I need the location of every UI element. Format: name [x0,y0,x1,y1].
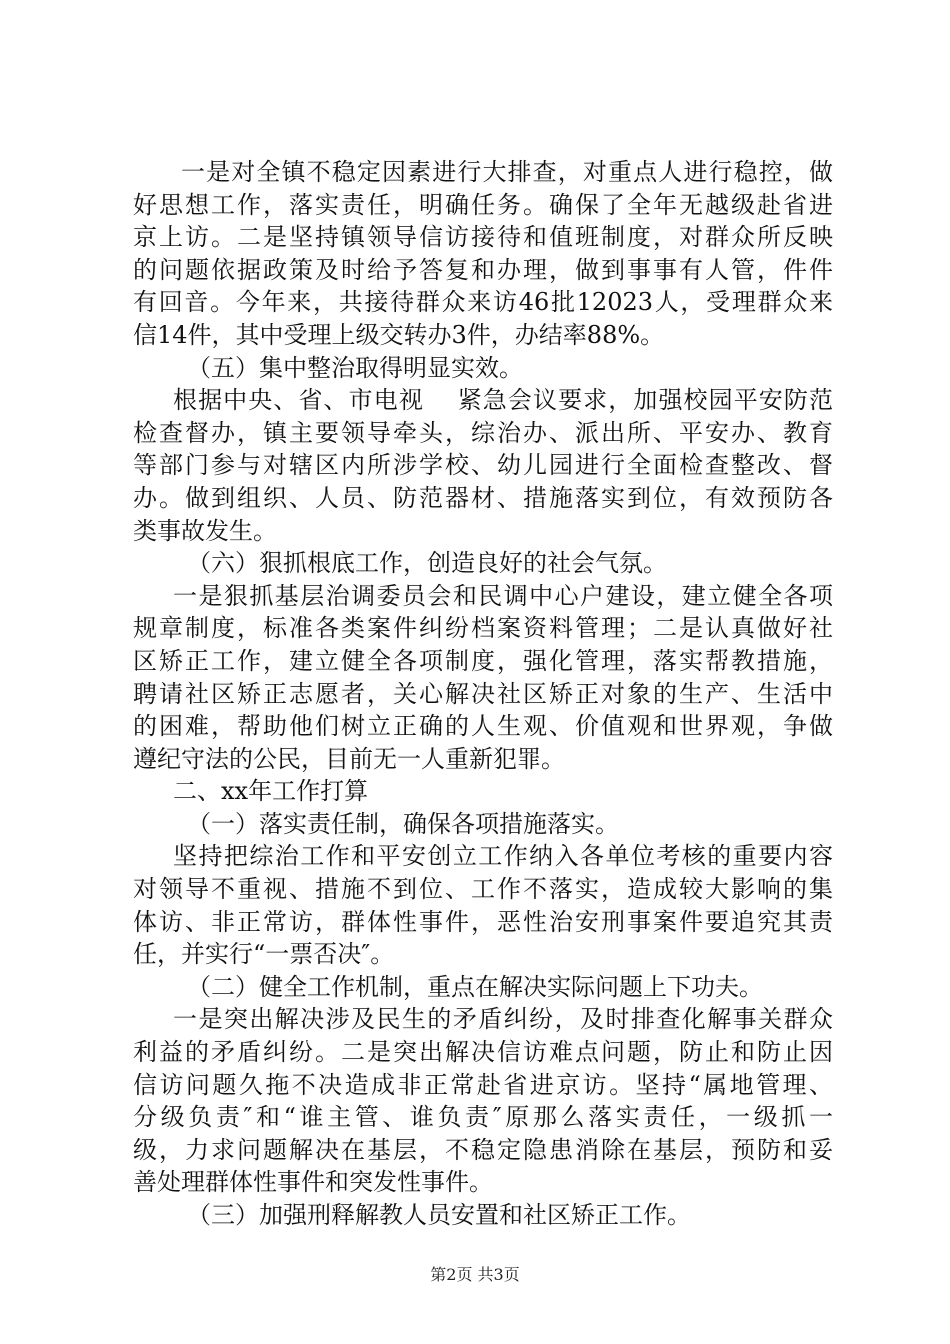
text-line: 信访问题久拖不决造成非正常赴省进京访。坚持“属地管理、 [133,1070,833,1099]
text-line: 对领导不重视、措施不到位、工作不落实，造成较大影响的集 [133,875,833,904]
text-line: 善处理群体性事件和突发性事件。 [133,1168,493,1197]
text-line: 分级负责″和“谁主管、谁负责″原那么落实责任，一级抓一 [133,1103,833,1132]
page-footer: 第2页 共3页 [430,1265,520,1284]
text-line: 类事故发生。 [133,516,277,545]
text-line: 的困难，帮助他们树立正确的人生观、价值观和世界观，争做 [133,712,833,741]
text-line: 等部门参与对辖区内所涉学校、幼儿园进行全面检查整改、督 [133,451,833,480]
text-line: 级，力求问题解决在基层，不稳定隐患消除在基层，预防和妥 [133,1135,833,1164]
text-line: 根据中央、省、市电视 紧急会议要求，加强校园平安防范 [173,386,833,415]
text-line: 一是突出解决涉及民生的矛盾纠纷，及时排查化解事关群众 [173,1005,833,1034]
text-line: 好思想工作，落实责任，明确任务。确保了全年无越级赴省进 [133,190,833,219]
text-line: 规章制度，标准各类案件纠纷档案资料管理；二是认真做好社 [133,614,833,643]
text-line: 的问题依据政策及时给予答复和办理，做到事事有人管，件件 [133,255,833,284]
text-line: 利益的矛盾纠纷。二是突出解决信访难点问题，防止和防止因 [133,1038,833,1067]
text-line: 遵纪守法的公民，目前无一人重新犯罪。 [133,744,565,773]
text-line: 体访、非正常访，群体性事件，恶性治安刑事案件要追究其责 [133,907,833,936]
text-line: 京上访。二是坚持镇领导信访接待和值班制度，对群众所反映 [133,223,833,252]
text-line: 检查督办，镇主要领导牵头，综治办、派出所、平安办、教育 [133,418,833,447]
text-line: 一是对全镇不稳定因素进行大排查，对重点人进行稳控，做 [181,158,833,186]
section-heading: （三）加强刑释解教人员安置和社区矫正工作。 [187,1201,691,1229]
section-heading: 二、xx年工作打算 [173,777,369,806]
document-body [133,156,833,1232]
section-heading: （六）狠抓根底工作，创造良好的社会气氛。 [187,549,667,578]
section-heading: （五）集中整治取得明显实效。 [187,353,523,382]
text-line: 信14件，其中受理上级交转办3件，办结率88%。 [133,320,665,349]
text-line: 区矫正工作，建立健全各项制度，强化管理，落实帮教措施， [133,646,833,675]
text-line: 任，并实行“一票否决″。 [133,940,395,969]
text-line: 坚持把综治工作和平安创立工作纳入各单位考核的重要内容 [173,842,833,871]
text-line: 聘请社区矫正志愿者，关心解决社区矫正对象的生产、生活中 [133,679,833,708]
section-heading: （一）落实责任制，确保各项措施落实。 [187,809,619,838]
text-line: 有回音。今年来，共接待群众来访46批12023人，受理群众来 [133,288,833,317]
text-line: 办。做到组织、人员、防范器材、措施落实到位，有效预防各 [133,483,833,512]
section-heading: （二）健全工作机制，重点在解决实际问题上下功夫。 [187,972,763,1001]
text-line: 一是狠抓基层治调委员会和民调中心户建设，建立健全各项 [173,581,833,610]
